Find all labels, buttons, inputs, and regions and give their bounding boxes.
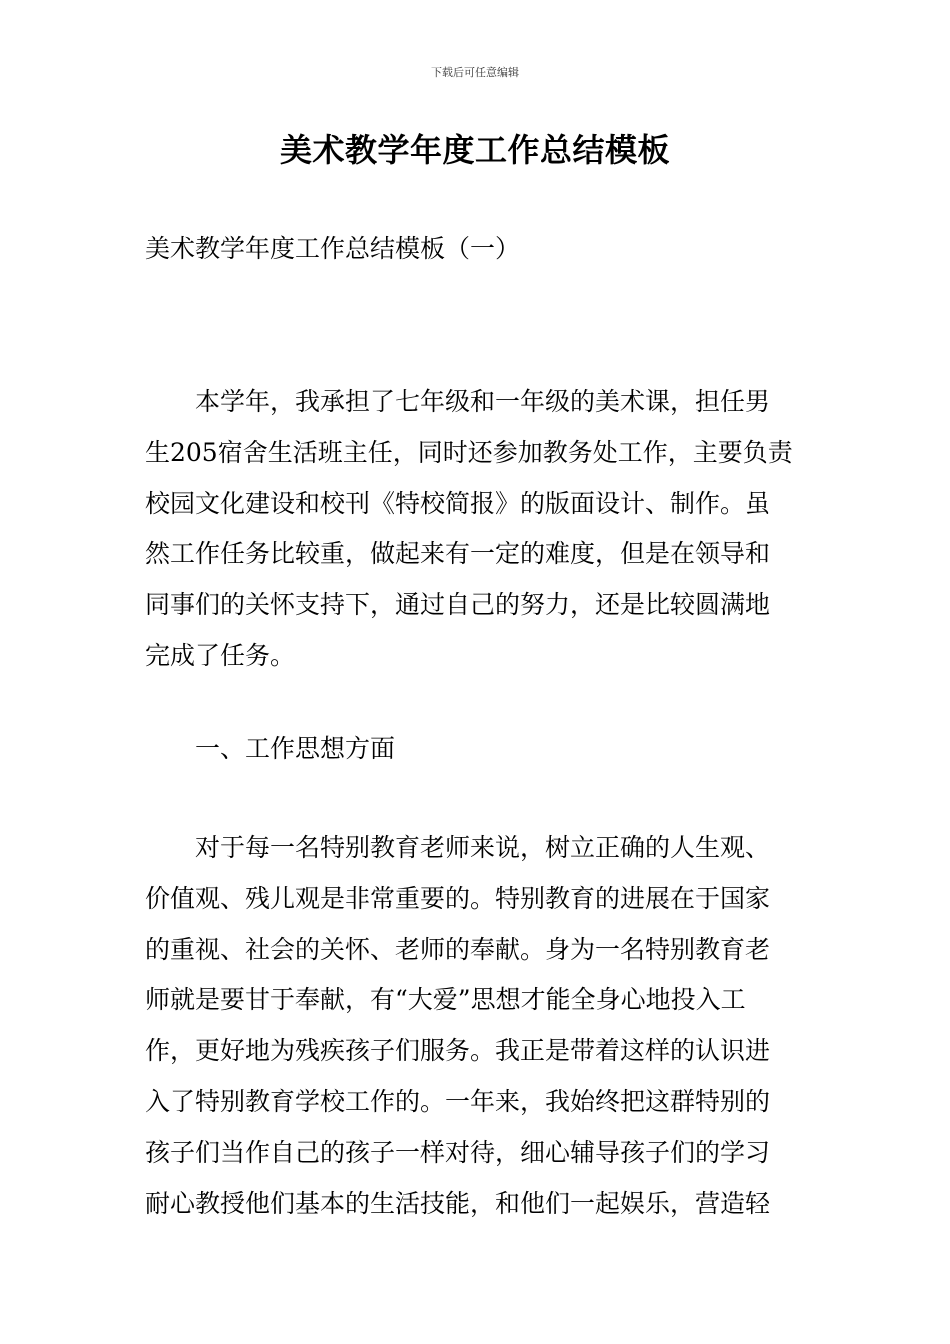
paragraph-line: 同事们的关怀支持下，通过自己的努力，还是比较圆满地	[145, 590, 771, 620]
document-title: 美术教学年度工作总结模板	[279, 131, 670, 169]
header-note: 下载后可任意编辑	[431, 66, 519, 79]
paragraph-line: 校园文化建设和校刊《特校简报》的版面设计、制作。虽	[145, 488, 771, 518]
paragraph-line: 完成了任务。	[145, 640, 296, 670]
section-heading-text: 一、工作思想方面	[195, 734, 396, 763]
paragraph-line: 的重视、社会的关怀、老师的奉献。身为一名特别教育老	[145, 934, 771, 964]
paragraph-line: 师就是要甘于奉献，有“大爱”思想才能全身心地投入工	[145, 985, 746, 1015]
paragraph-thought	[145, 823, 807, 1229]
paragraph-line: 孩子们当作自己的孩子一样对待，细心辅导孩子们的学习	[145, 1137, 771, 1167]
paragraph-line: 生205宿舍生活班主任，同时还参加教务处工作，主要负责	[145, 437, 793, 467]
paragraph-line: 本学年，我承担了七年级和一年级的美术课，担任男	[195, 387, 771, 416]
paragraph-line: 对于每一名特别教育老师来说，树立正确的人生观、	[195, 833, 771, 862]
paragraph-intro	[145, 377, 807, 682]
document-subtitle: 美术教学年度工作总结模板（一）	[145, 234, 521, 263]
paragraph-line: 耐心教授他们基本的生活技能，和他们一起娱乐，营造轻	[145, 1188, 771, 1218]
section-heading	[145, 724, 807, 775]
paragraph-line: 然工作任务比较重，做起来有一定的难度，但是在领导和	[145, 539, 771, 569]
paragraph-line: 作，更好地为残疾孩子们服务。我正是带着这样的认识进	[145, 1036, 771, 1066]
paragraph-line: 入了特别教育学校工作的。一年来，我始终把这群特别的	[145, 1086, 771, 1116]
paragraph-line: 价值观、残儿观是非常重要的。特别教育的进展在于国家	[145, 883, 771, 913]
